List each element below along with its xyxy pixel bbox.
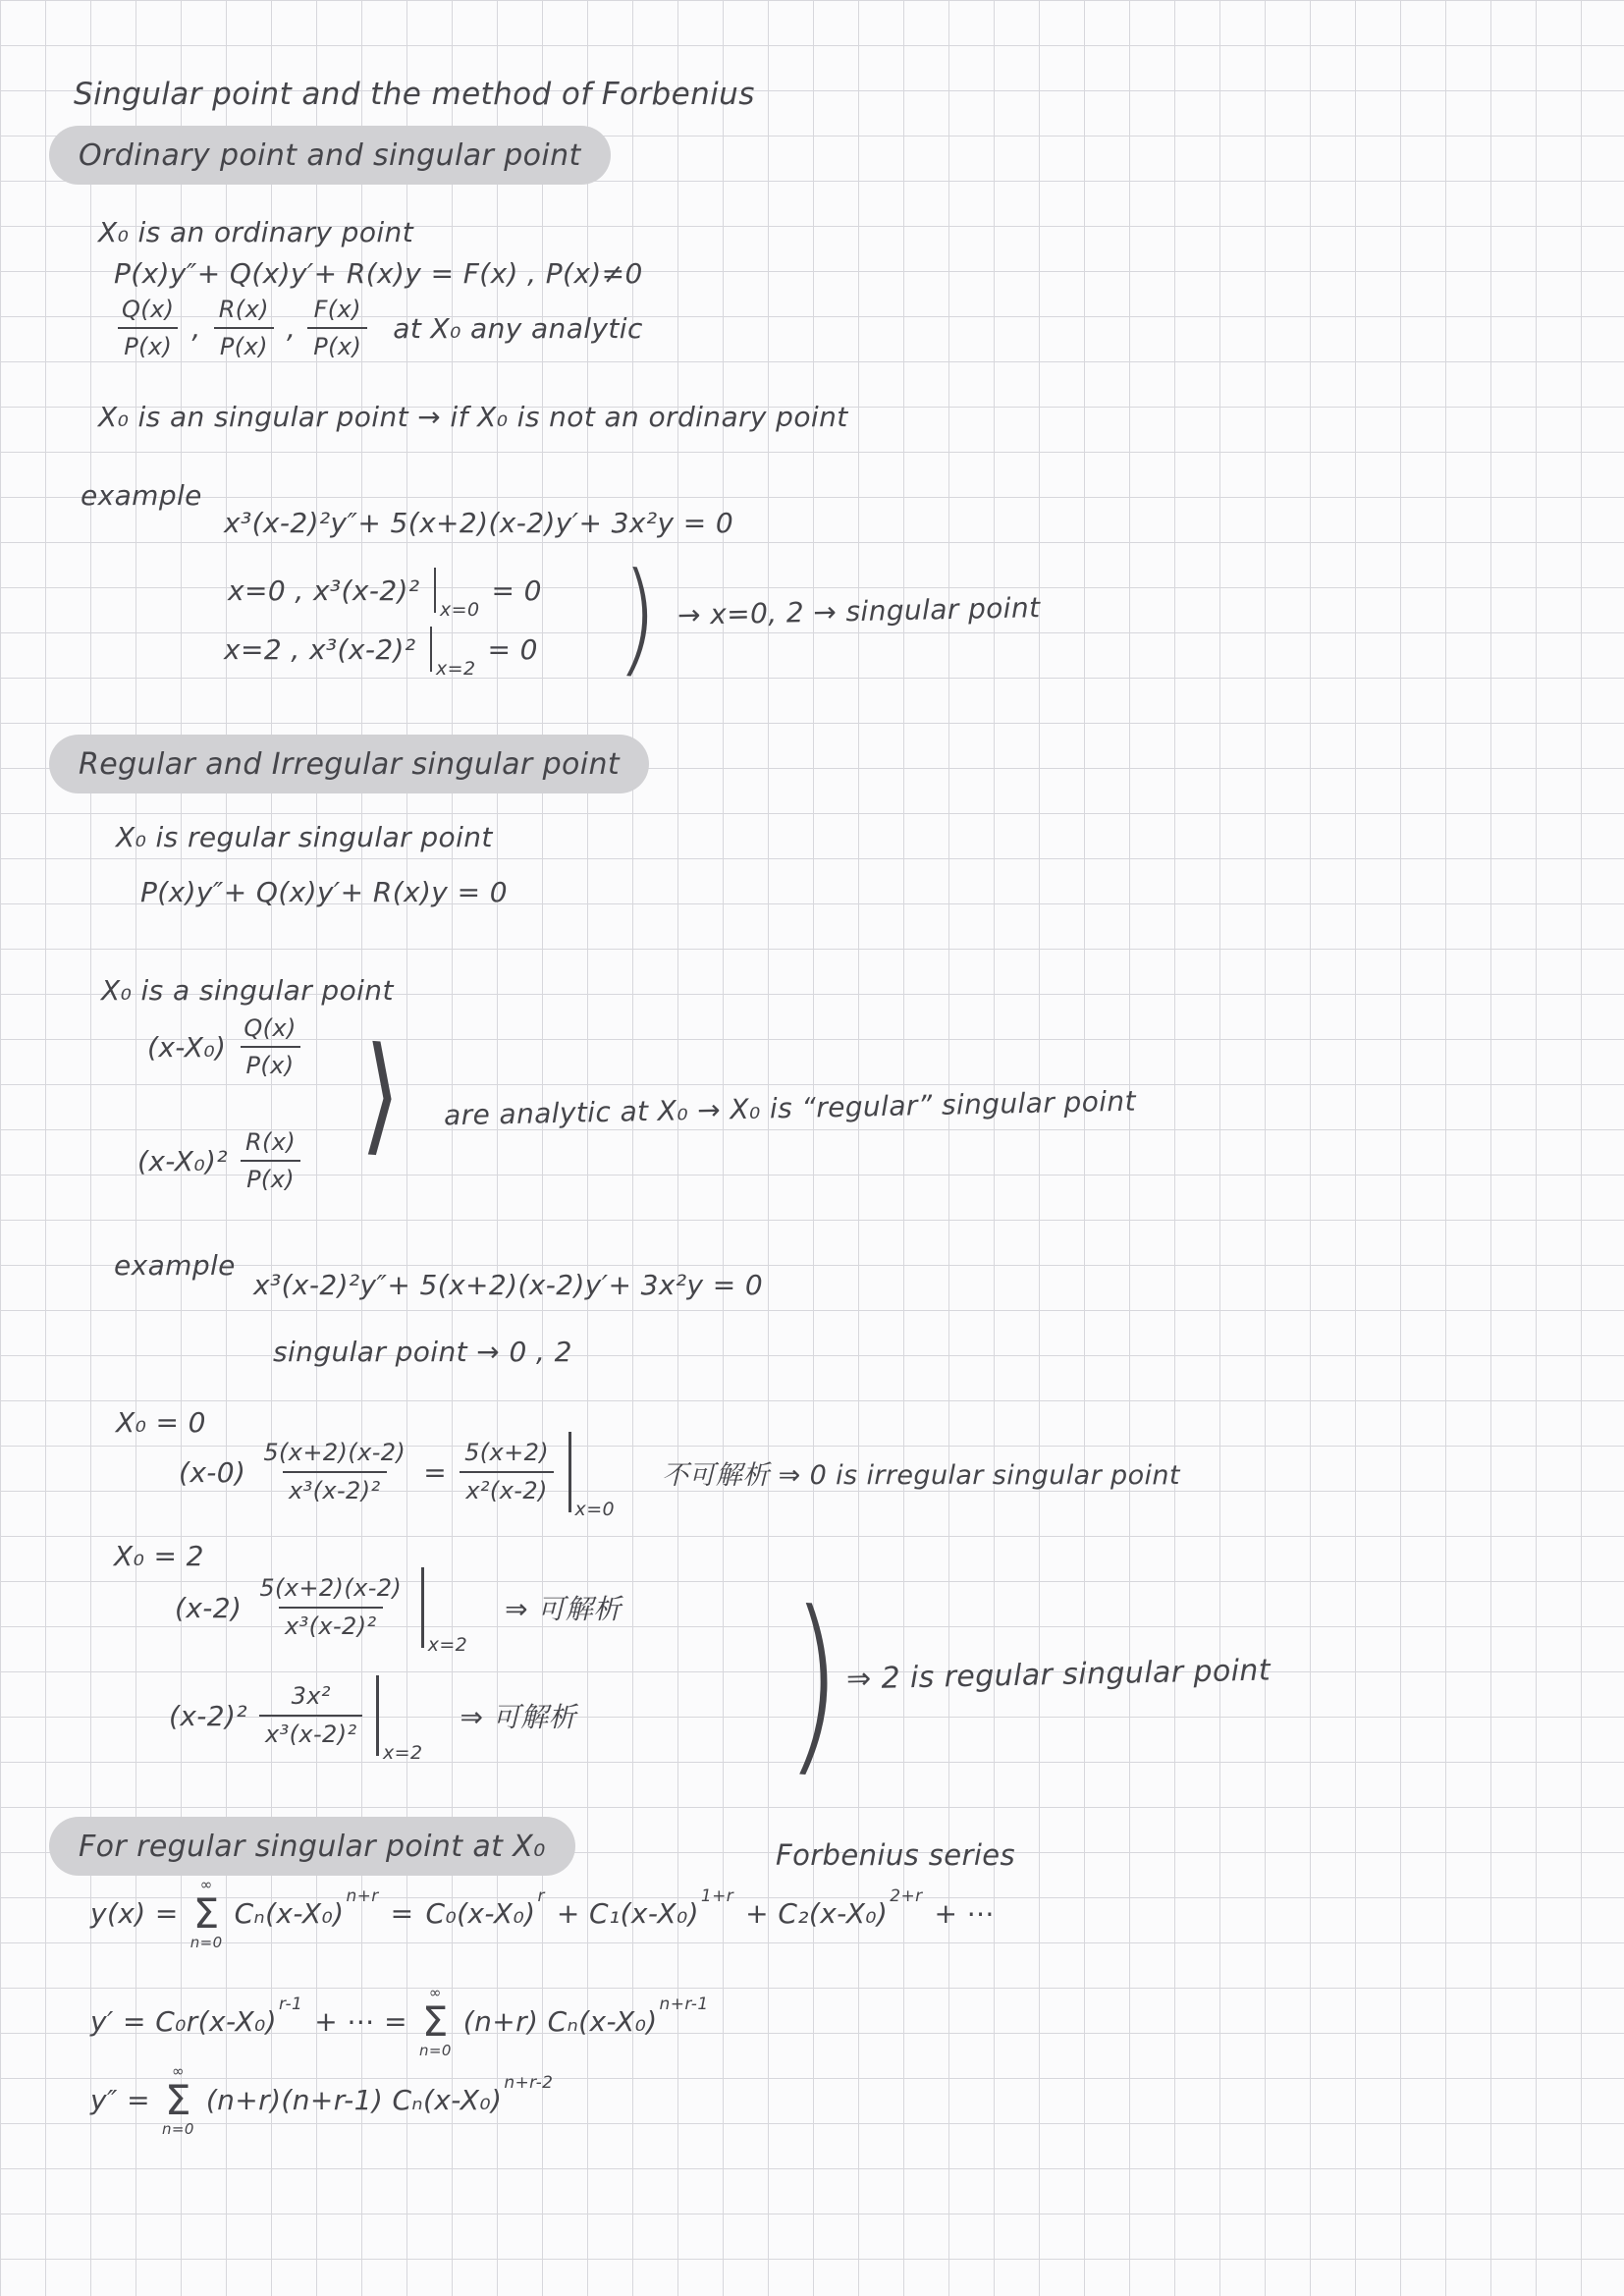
x0-zero-expr: [179, 1432, 1180, 1520]
eval-bar-line: [568, 1432, 571, 1512]
regular-conclusion: are analytic at X₀ → X₀ is “regular” singular point: [443, 1084, 1137, 1132]
eval-bar-x0-zero: [568, 1432, 615, 1520]
x0-zero-frac-rhs-num: 5(x+2): [464, 1439, 550, 1467]
singular-point-def-2: X₀ is a singular point: [101, 974, 394, 1007]
sum-lower-limit: n=0: [189, 1933, 223, 1951]
x0-two-expr-a: [175, 1567, 622, 1656]
example1-case2: [224, 627, 538, 680]
regular-singular-def: X₀ is regular singular point: [116, 821, 493, 853]
yprime-term: [462, 1995, 709, 2039]
example1-conclusion: → x=0, 2 → singular point: [677, 591, 1041, 631]
ordinary-point-def: X₀ is an ordinary point: [98, 216, 414, 248]
x0-zero-frac-rhs: [459, 1438, 555, 1505]
example1-case1: [228, 568, 542, 621]
eval-bar-line: [421, 1567, 424, 1648]
yprime-row: [90, 1986, 709, 2058]
ratio-frac-f: [307, 295, 367, 362]
eval-bar-sub: x=0: [574, 1499, 615, 1520]
example1-label: example: [81, 479, 202, 512]
x0-two-b-prefactor: (x-2)²: [169, 1699, 247, 1732]
frobenius-header-label: For regular singular point at X₀: [79, 1829, 546, 1864]
condition2-frac: [240, 1127, 301, 1195]
ode-general: P(x)y″+ Q(x)y′+ R(x)y = F(x) , P(x)≠0: [114, 257, 643, 290]
regular-header-label: Regular and Irregular singular point: [79, 746, 621, 782]
sum-lower-limit: n=0: [418, 2041, 452, 2059]
frobenius-series-label: Forbenius series: [776, 1838, 1016, 1872]
regular-condition-2: [137, 1127, 301, 1195]
x0-two-a-frac-num: 5(x+2)(x-2): [259, 1574, 403, 1603]
summation-y: [190, 1878, 223, 1950]
x0-two-b-frac: [259, 1681, 363, 1749]
example1-case2-rhs: = 0: [487, 632, 538, 666]
x0-zero-note: 不可解析 ⇒ 0 is irregular singular point: [662, 1459, 1180, 1491]
y-term-c2: [745, 1886, 923, 1931]
ratio-frac-r-den: P(x): [214, 327, 274, 362]
frobenius-header-pill: [49, 1817, 575, 1876]
x0-zero-equals: =: [423, 1455, 448, 1489]
regular-condition-1: [147, 1013, 302, 1081]
y-series-equals: =: [390, 1897, 414, 1931]
ratio-frac-q-num: Q(x): [122, 296, 175, 323]
regular-header-pill: [49, 735, 649, 793]
ydprime-row: [90, 2064, 553, 2137]
ordinary-header-label: Ordinary point and singular point: [79, 137, 581, 173]
x0-two-b-frac-den: x³(x-2)²: [259, 1715, 363, 1750]
eval-bar-case1: [434, 568, 480, 621]
x0-two-a-note: ⇒ 可解析: [505, 1593, 622, 1625]
yprime-lhs: [90, 1995, 303, 2039]
y-term-c2-base: + C₂(x-X₀): [745, 1897, 889, 1931]
sum-upper-limit: ∞: [171, 2062, 185, 2080]
ratio-frac-r-num: R(x): [218, 296, 269, 323]
sum-upper-limit: ∞: [428, 1984, 442, 2001]
condition1-frac-den: P(x): [241, 1046, 300, 1081]
x0-zero-frac-lhs-den: x³(x-2)²: [283, 1471, 387, 1506]
y-term-c1: [556, 1886, 734, 1931]
example2-result: singular point → 0 , 2: [273, 1336, 572, 1368]
yprime-lhs-exp: r-1: [279, 1995, 303, 2015]
example1-brace: ): [615, 544, 662, 692]
sum-upper-limit: ∞: [199, 1876, 213, 1893]
example1-case1-lhs: x=0 , x³(x-2)²: [228, 574, 420, 607]
condition2-frac-num: R(x): [244, 1128, 297, 1156]
x0-two-b-note: ⇒ 可解析: [460, 1701, 576, 1733]
sigma-symbol: Σ: [192, 1889, 220, 1938]
yprime-mid: + ⋯ =: [314, 2005, 407, 2039]
ratio-frac-q-den: P(x): [118, 327, 178, 362]
example2-label: example: [114, 1249, 236, 1282]
y-series-lhs: y(x) =: [90, 1897, 179, 1931]
x0-two-a-prefactor: (x-2): [175, 1591, 243, 1624]
example1-case1-rhs: = 0: [491, 574, 542, 607]
y-series-tail: + ⋯: [934, 1897, 996, 1931]
example1-case2-lhs: x=2 , x³(x-2)²: [224, 632, 416, 666]
condition1-prefactor: (x-X₀): [147, 1031, 227, 1065]
eval-bar-x0-two-b: [376, 1675, 423, 1764]
y-term-c0-base: C₀(x-X₀): [425, 1897, 536, 1931]
x0-two-a-frac-den: x³(x-2)²: [279, 1607, 383, 1642]
ratio-sep-1: ,: [191, 312, 201, 346]
condition1-frac-num: Q(x): [244, 1014, 297, 1042]
x0-two-expr-b: [169, 1675, 576, 1764]
y-term-c0-exp: r: [537, 1886, 545, 1907]
ratio-frac-q: [116, 295, 180, 362]
yprime-lhs-base: y′ = C₀r(x-X₀): [90, 2005, 278, 2039]
y-term-c2-exp: 2+r: [890, 1886, 923, 1907]
x0-zero-frac-lhs-num: 5(x+2)(x-2): [263, 1439, 406, 1467]
sigma-symbol: Σ: [164, 2076, 191, 2124]
yprime-term-base: (n+r) Cₙ(x-X₀): [462, 2005, 658, 2039]
x0-zero-prefactor: (x-0): [179, 1455, 246, 1489]
x0-two-conclusion: ⇒ 2 is regular singular point: [845, 1653, 1272, 1697]
ydprime-lhs: y″ =: [90, 2084, 150, 2117]
summation-yprime: [419, 1986, 452, 2058]
sigma-symbol: Σ: [421, 1997, 449, 2046]
eval-bar-sub: x=2: [382, 1742, 423, 1764]
y-term-general-base: Cₙ(x-X₀): [234, 1897, 345, 1931]
x0-two-b-frac-num: 3x²: [291, 1682, 331, 1711]
x0-two-head: X₀ = 2: [114, 1540, 204, 1572]
eval-bar-line: [434, 568, 437, 613]
eval-bar-sub: x=0: [440, 599, 480, 621]
ratios-tail: at X₀ any analytic: [393, 312, 643, 346]
singular-point-def: X₀ is an singular point → if X₀ is not an ordinary point: [98, 401, 848, 433]
y-term-c0: [425, 1886, 545, 1931]
ydprime-term-base: (n+r)(n+r-1) Cₙ(x-X₀): [205, 2084, 503, 2117]
y-term-c1-base: + C₁(x-X₀): [556, 1897, 699, 1931]
condition2-frac-den: P(x): [241, 1160, 300, 1195]
page-title: Singular point and the method of Forbenius: [74, 77, 755, 112]
ydprime-term-exp: n+r-2: [504, 2073, 554, 2094]
ratio-frac-r: [213, 295, 275, 362]
eval-bar-sub: x=2: [427, 1634, 468, 1656]
example1-equation: x³(x-2)²y″+ 5(x+2)(x-2)y′+ 3x²y = 0: [224, 507, 734, 539]
x0-two-brace: ): [784, 1570, 846, 1799]
x0-zero-head: X₀ = 0: [116, 1406, 206, 1439]
conditions-angle-brace: ⟩: [359, 1018, 404, 1171]
ratio-frac-f-num: F(x): [313, 296, 361, 323]
y-term-c1-exp: 1+r: [700, 1886, 734, 1907]
analytic-ratios-row: [116, 295, 643, 362]
eval-bar-line: [430, 627, 433, 672]
x0-zero-frac-lhs: [257, 1438, 411, 1505]
x0-two-a-frac: [253, 1573, 407, 1641]
ode-homogeneous: P(x)y″+ Q(x)y′+ R(x)y = 0: [140, 876, 508, 908]
condition2-prefactor: (x-X₀)²: [137, 1145, 228, 1178]
ordinary-header-pill: [49, 126, 611, 185]
y-term-general: [234, 1886, 379, 1931]
eval-bar-sub: x=2: [436, 658, 476, 680]
summation-ydprime: [162, 2064, 194, 2137]
ratio-sep-2: ,: [286, 312, 297, 346]
ratio-frac-f-den: P(x): [307, 327, 367, 362]
sum-lower-limit: n=0: [162, 2119, 194, 2138]
eval-bar-x0-two-a: [421, 1567, 468, 1656]
eval-bar-case2: [430, 627, 476, 680]
x0-zero-frac-rhs-den: x²(x-2): [460, 1471, 553, 1506]
ydprime-term: [205, 2073, 554, 2117]
condition1-frac: [238, 1013, 301, 1081]
y-term-general-exp: n+r: [346, 1886, 379, 1907]
example2-equation: x³(x-2)²y″+ 5(x+2)(x-2)y′+ 3x²y = 0: [253, 1269, 764, 1301]
y-series-row: [90, 1878, 995, 1950]
yprime-term-exp: n+r-1: [659, 1995, 709, 2015]
eval-bar-line: [376, 1675, 379, 1756]
